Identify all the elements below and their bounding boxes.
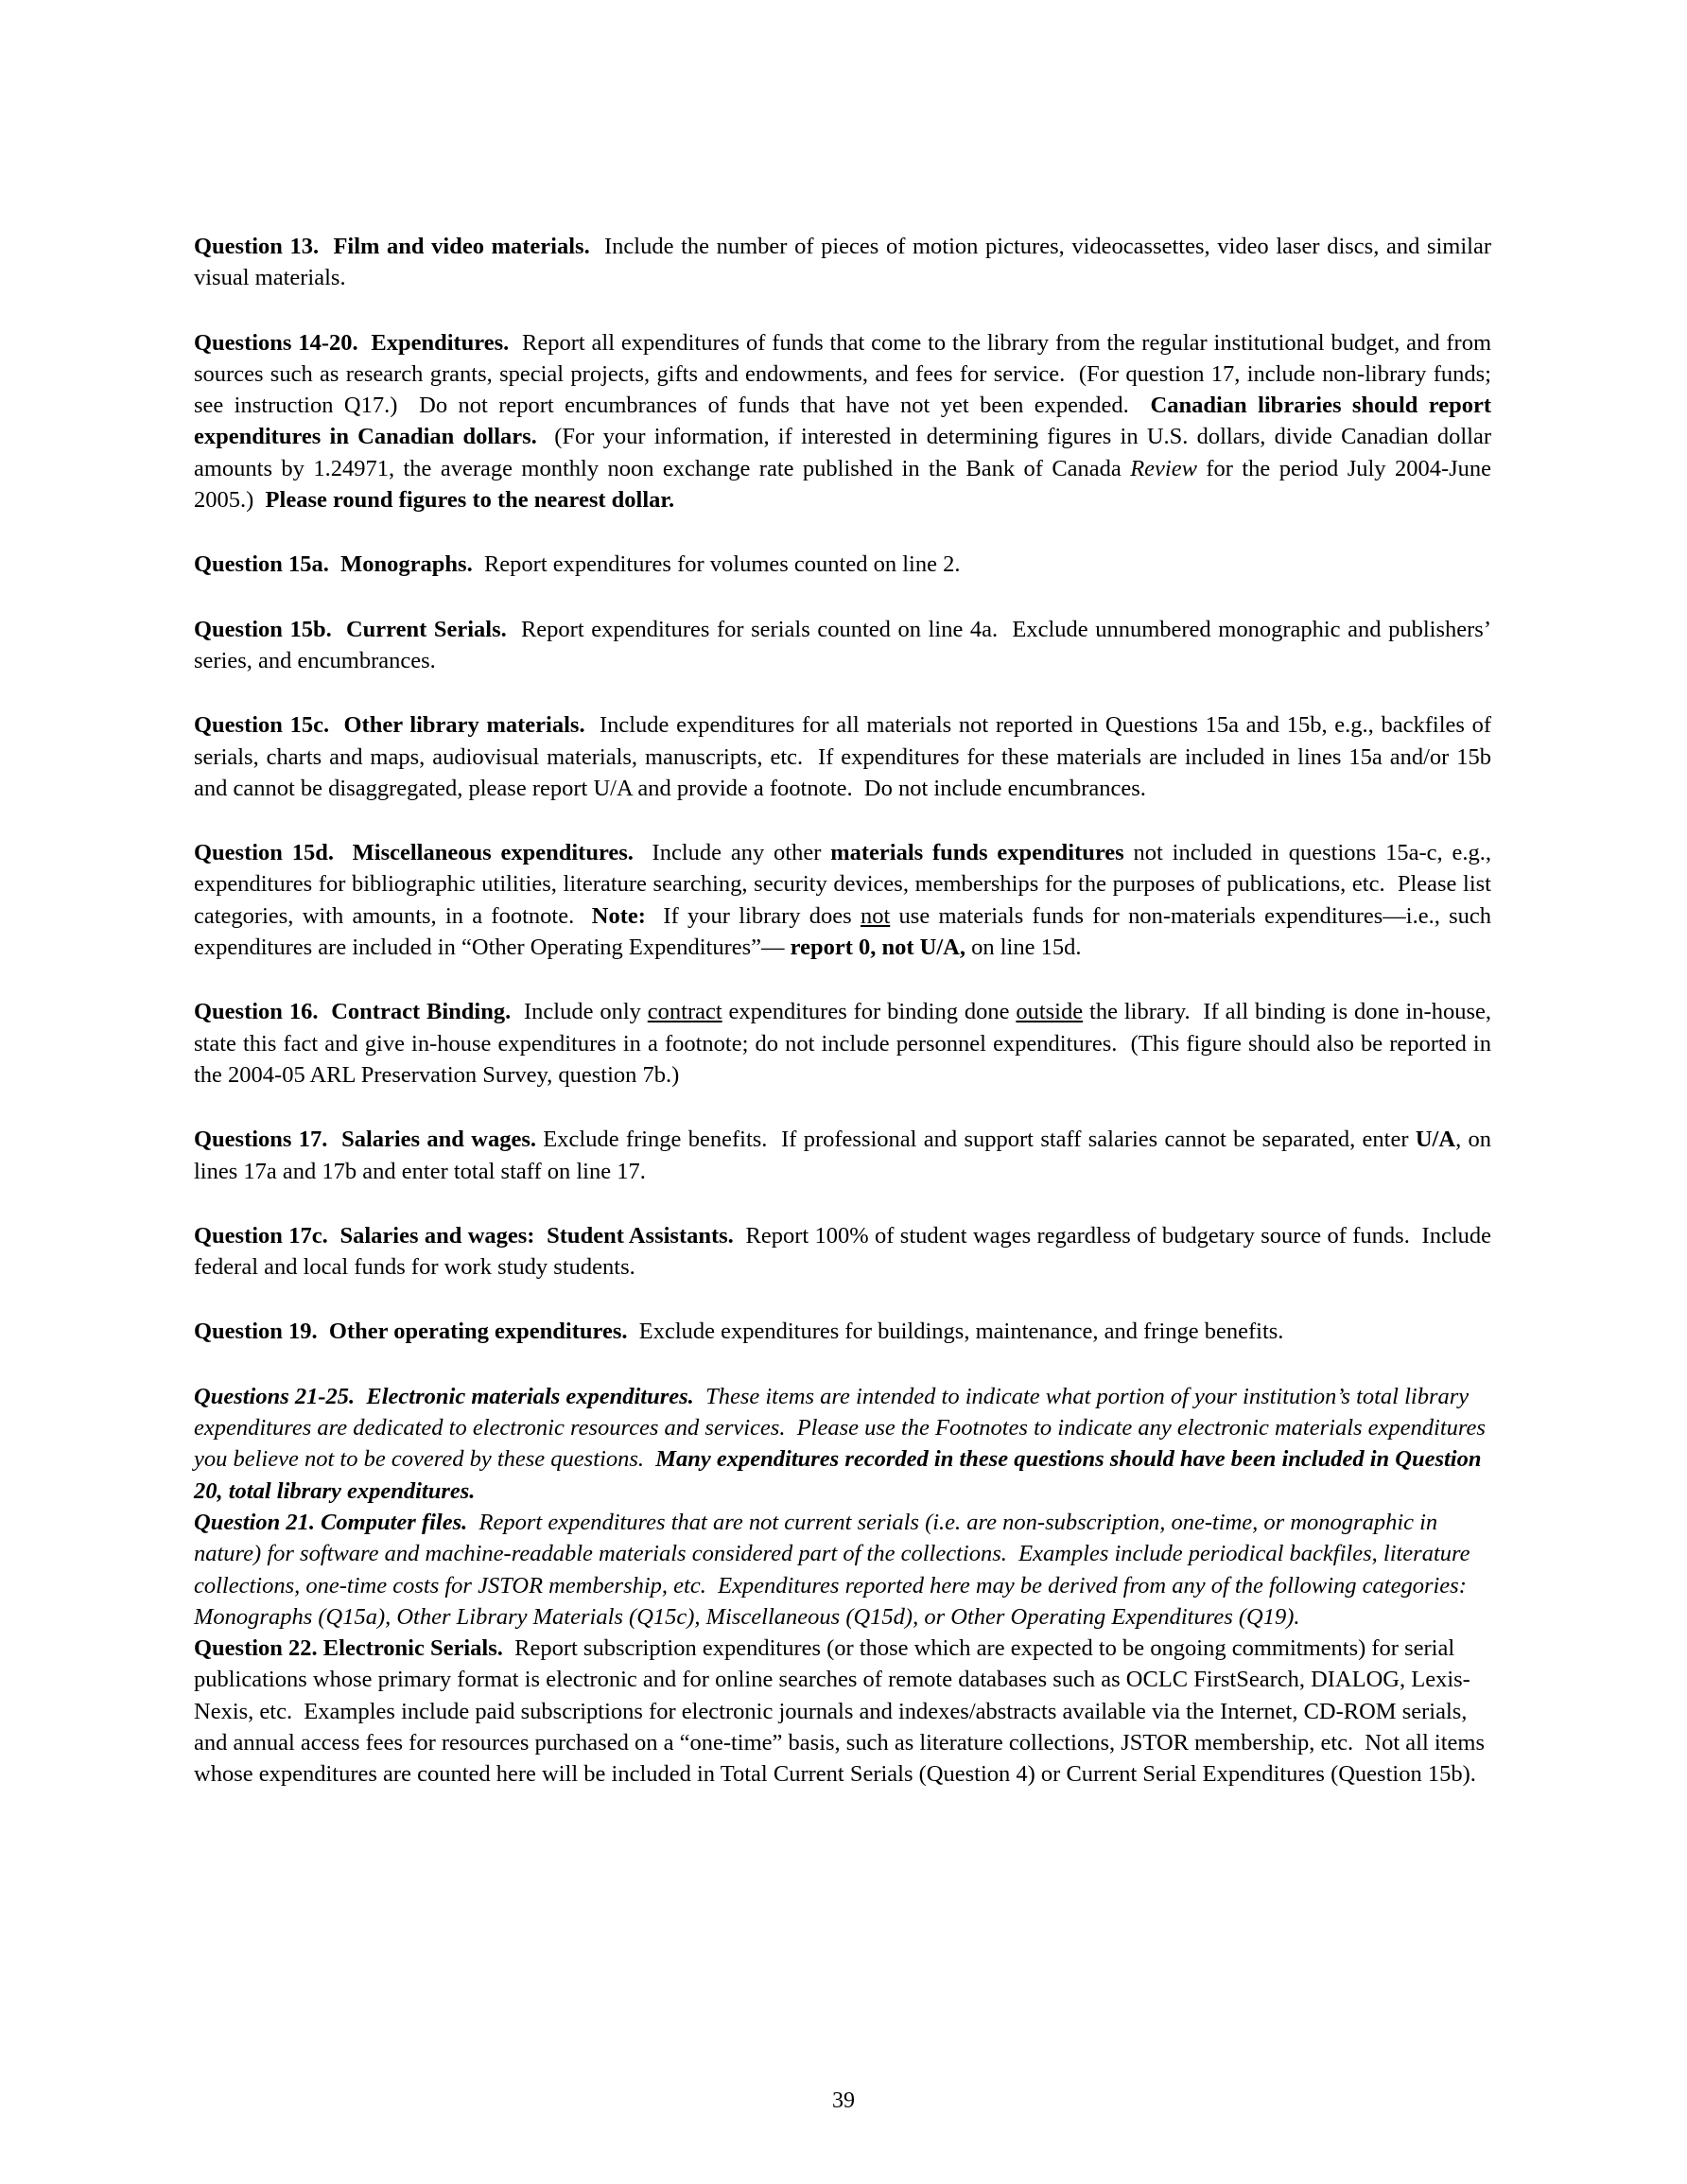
text-run: If your library does [645,902,861,929]
text-run: Canadian libraries should report expenditures in Canadian dollars. [194,393,1498,450]
text-run: These items are intended to indicate what portion of your institution’s total library expenditures are dedicated to electronic resources and services. Please use the Footnotes to indicate any electronic materials expenditures you believe not to be covered by these questions. [194,1383,1492,1473]
paragraph-q19 [194,1316,1491,1347]
text-run: Question 15a. Monographs. [194,551,473,578]
text-run: Question 21. Computer files. [194,1509,468,1535]
paragraph-q15b [194,614,1498,677]
text-run: (For your information, if interested in determining figures in U.S. dollars, divide Canadian dollar amounts by 1.24971, the average monthly noon exchange rate published in the Bank of Canada [194,424,1498,481]
text-run: Report all expenditures of funds that come to the library from the regular institutional budget, and from sources such as research grants, special projects, gifts and endowments, and fees for service. (For question 17, include non-library funds; see instruction Q17.) Do not report encumbrances of funds that have not yet been expended. [194,329,1498,419]
paragraph-q17 [194,1124,1498,1187]
text-run: Many expenditures recorded in these questions should have been included in Question 20, total library expenditures. [194,1446,1487,1504]
text-run: Question 15b. Current Serials. [194,616,507,642]
text-run: Report expenditures for volumes counted on line 2. [472,551,961,578]
paragraph-q22 [194,1633,1491,1790]
text-run: Report expenditures that are not current serials (i.e. are non-subscription, one-time, or monographic in nature) for software and machine-readable materials considered part of the collections. Examples include periodical backfiles, literature collections, one-time costs for JSTOR membership, etc. Expenditures reported here may be derived from any of the following categories: Monographs (Q15a), Other Library Materials (Q15c), Miscellaneous (Q15d), or Other Operating Expenditures (Q19). [194,1509,1479,1630]
paragraph-q16 [194,996,1498,1091]
text-run: Include any other [633,840,831,866]
text-run: Question 22. Electronic Serials. [194,1635,503,1662]
paragraph-q15d [194,837,1498,963]
text-run: Report subscription expenditures (or those which are expected to be ongoing commitments) for serial publications whose primary format is electronic and for online searches of remote databases such as OCLC FirstSearch, DIALOG, Lexis-Nexis, etc. Examples include paid subscriptions for electronic journals and indexes/abstracts available via the Internet, CD-ROM serials, and annual access fees for resources purchased on a “one-time” basis, such as literature collections, JSTOR membership, etc. Not all items whose expenditures are counted here will be included in Total Current Serials (Question 4) or Current Serial Expenditures (Question 15b). [194,1635,1491,1788]
text-run: Include the number of pieces of motion pictures, videocassettes, video laser discs, and similar visual materials. [194,234,1498,291]
text-run: Question 17c. Salaries and wages: Student Assistants. [194,1222,734,1249]
text-run: Question 13. Film and video materials. [194,234,590,259]
text-run: Report 100% of student wages regardless of budgetary source of funds. Include federal and local funds for work study students. [194,1222,1498,1281]
text-run: contract [647,999,722,1025]
text-run: outside [1016,999,1084,1025]
text-run: Question 15c. Other library materials. [194,712,585,739]
text-run: Questions 14-20. Expenditures. [194,329,510,356]
paragraph-q17c [194,1220,1498,1284]
text-run: materials funds expenditures [830,840,1124,866]
text-run: not [860,902,891,929]
text-run: Please round figures to the nearest dollar. [265,487,675,514]
text-run: Include expenditures for all materials not reported in Questions 15a and 15b, e.g., backfiles of serials, charts and maps, audiovisual materials, manuscripts, etc. If expenditures for these materials are included in lines 15a and/or 15b and cannot be disaggregated, please report U/A and provide a footnote. Do not include encumbrances. [194,712,1498,801]
paragraph-q13 [194,231,1498,294]
text-run: Questions 21-25. Electronic materials expenditures. [194,1383,694,1409]
text-run: on line 15d. [965,935,1082,961]
paragraph-q14-20 [194,327,1498,516]
page-number: 39 [832,2088,855,2113]
text-run: U/A [1415,1127,1456,1153]
text-run: Question 19. Other operating expenditures. [194,1319,628,1345]
page-body [194,231,1498,1824]
text-run: report 0, not U/A, [790,935,965,961]
text-run: the library. If all binding is done in-house, state this fact and give in-house expenditures in a footnote; do not include personnel expenditures. (This figure should also be reported in the 2004-05 ARL Preservation Survey, question 7b.) [194,999,1498,1088]
text-run: Note: [591,902,646,929]
text-run: Question 15d. Miscellaneous expenditures. [194,840,634,866]
text-run: use materials funds for non-materials expenditures—i.e., such expenditures are included in “Other Operating Expenditures”— [194,902,1498,961]
text-run: , on lines 17a and 17b and enter total staff on line 17. [194,1127,1498,1184]
text-run: Include only [511,999,648,1025]
text-run: Review [1130,455,1197,481]
text-run: Exclude expenditures for buildings, maintenance, and fringe benefits. [627,1319,1284,1345]
text-run: expenditures for binding done [722,999,1017,1025]
text-run: Report expenditures for serials counted on line 4a. Exclude unnumbered monographic and publishers’ series, and encumbrances. [194,616,1498,673]
paragraph-q15a [194,549,1491,580]
text-run: not included in questions 15a-c, e.g., expenditures for bibliographic utilities, literature searching, security devices, memberships for the purposes of publications, etc. Please list categories, with amounts, in a footnote. [194,840,1498,929]
paragraph-q21-25 [194,1381,1491,1633]
paragraph-q15c [194,709,1498,804]
text-run: Exclude fringe benefits. If professional and support staff salaries cannot be separated, enter [535,1127,1416,1153]
text-run: Questions 17. Salaries and wages. [194,1127,536,1153]
text-run: Question 16. Contract Binding. [194,999,512,1025]
text-run: for the period July 2004-June 2005.) [194,455,1498,514]
